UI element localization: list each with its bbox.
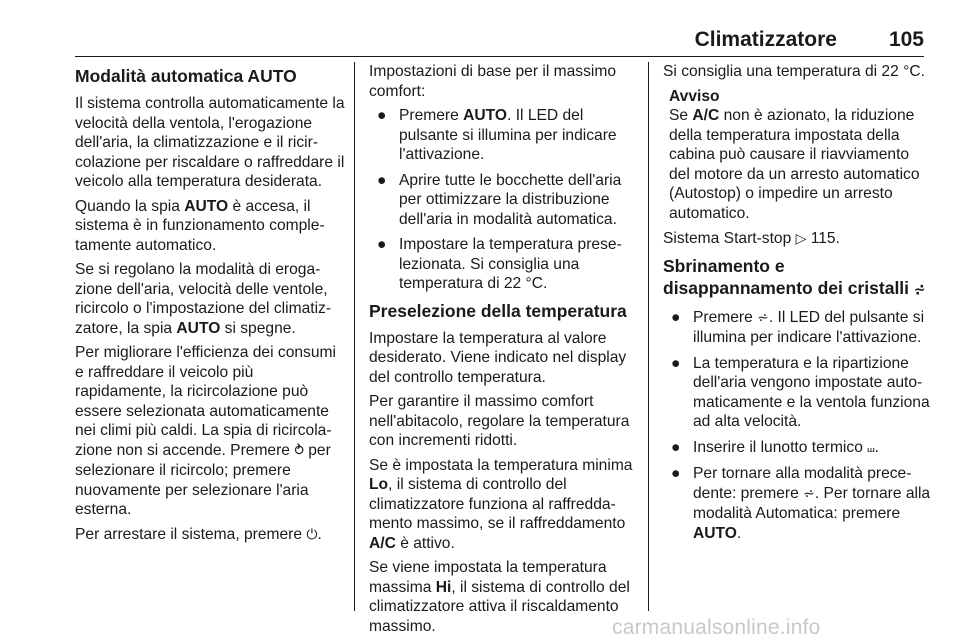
column-divider-1 bbox=[354, 62, 355, 611]
bullet-icon: ● bbox=[671, 308, 681, 326]
page-header bbox=[75, 28, 924, 56]
windscreen-defrost-icon: ⩫ bbox=[803, 485, 815, 502]
header-rule bbox=[75, 56, 924, 57]
paragraph: Se è impostata la temperatura minima Lo, il sistema di controllo del climatizzatore funziona al raffreddamento massimo, se il raffreddamento A/C è attivo. bbox=[369, 456, 633, 552]
paragraph: Per migliorare l'efficienza dei consumi e raffreddare il veicolo più rapidamente, la ricircolazione può essere selezionata automaticamente nei climi più caldi. La spia di ricircolazione non si accende. Premere ⥁ per selezionare il ricircolo; premere nuovamente per selezionare l'aria esterna. bbox=[75, 344, 336, 518]
list-item: ● Premere AUTO. Il LED del pulsante si illumina per indicare l'attivazione. bbox=[377, 107, 617, 163]
list-item: ● Per tornare alla modalità precedente: premere ⩫. Per tornare alla modalità Automatica: premere AUTO. bbox=[671, 465, 931, 542]
notice-text: Se A/C non è azionato, la riduzione della temperatura impostata della cabina può causare il riavviamento del motore da un arresto automatico (Autostop) o impedire un arresto automatico. bbox=[669, 107, 920, 222]
paragraph: Impostazioni di base per il massimo comfort: bbox=[369, 63, 617, 100]
page-reference-icon: ▷ bbox=[795, 231, 807, 247]
page-number: 105 bbox=[888, 28, 924, 51]
paragraph: Per garantire il massimo comfort nell'abitacolo, regolare la temperatura con incrementi ridotti. bbox=[369, 393, 630, 449]
column-2 bbox=[369, 62, 639, 641]
list-item: ● Inserire il lunotto termico ⧢. bbox=[671, 438, 879, 456]
chapter-title: Climatizzatore bbox=[694, 28, 837, 51]
section-heading-temperature: Preselezione della temperatura bbox=[369, 300, 627, 321]
section-heading-defrost: Sbrinamento e disappannamento dei cristalli ⩫ bbox=[663, 255, 926, 298]
bullet-icon: ● bbox=[671, 438, 681, 456]
column-1 bbox=[75, 62, 345, 550]
bullet-icon: ● bbox=[671, 465, 681, 482]
section-heading-auto: Modalità automatica AUTO bbox=[75, 66, 297, 86]
paragraph: Sistema Start-stop ▷ 115. bbox=[663, 230, 840, 247]
bullet-icon: ● bbox=[377, 107, 387, 124]
paragraph: Se si regolano la modalità di erogazione dell'aria, velocità delle ventole, ricircolo o l'impostazione del climatizzatore, la spia AUTO si spegne. bbox=[75, 261, 332, 337]
list-item: ● Aprire tutte le bocchette dell'aria per ottimizzare la distribuzione dell'aria in modalità automatica. bbox=[377, 171, 622, 228]
power-icon: ⏻ bbox=[306, 526, 318, 543]
paragraph: Se viene impostata la temperatura massima Hi, il sistema di controllo del climatizzatore attiva il riscaldamento massimo. bbox=[369, 559, 630, 635]
bullet-icon: ● bbox=[377, 171, 387, 189]
list-item: ● Premere ⩫. Il LED del pulsante si illumina per indicare l'attivazione. bbox=[671, 308, 925, 346]
bullet-icon: ● bbox=[377, 236, 387, 253]
bullet-icon: ● bbox=[671, 354, 681, 372]
list-item: ● La temperatura e la ripartizione dell'aria vengono impostate automaticamente e la ventola funziona ad alta velocità. bbox=[671, 354, 930, 430]
column-divider-2 bbox=[648, 62, 649, 611]
bullet-list bbox=[369, 106, 639, 294]
list-item: ● Impostare la temperatura preselezionata. Si consiglia una temperatura di 22 °C. bbox=[377, 236, 622, 292]
windscreen-defrost-icon: ⩫ bbox=[757, 309, 769, 326]
paragraph: Il sistema controlla automaticamente la velocità della ventola, l'erogazione dell'aria, la climatizzazione e il ricircolazione per riscaldare o raffreddare il veicolo alla temperatura desiderata. bbox=[75, 95, 345, 190]
windscreen-defrost-icon: ⩫ bbox=[913, 281, 926, 298]
column-3 bbox=[663, 62, 933, 549]
paragraph: Si consiglia una temperatura di 22 °C. bbox=[663, 63, 925, 80]
rear-window-heater-icon: ⧢ bbox=[867, 439, 875, 456]
notice-title: Avviso bbox=[669, 87, 720, 105]
paragraph: Quando la spia AUTO è accesa, il sistema è in funzionamento completamente automatico. bbox=[75, 197, 325, 254]
watermark: carmanualsonline.info bbox=[612, 616, 821, 639]
paragraph: Per arrestare il sistema, premere ⏻. bbox=[75, 525, 322, 543]
notice-box bbox=[663, 87, 933, 224]
recirculation-icon: ⥁ bbox=[294, 442, 304, 459]
bullet-list bbox=[663, 308, 933, 544]
paragraph: Impostare la temperatura al valore desiderato. Viene indicato nel display del controllo temperatura. bbox=[369, 329, 627, 386]
